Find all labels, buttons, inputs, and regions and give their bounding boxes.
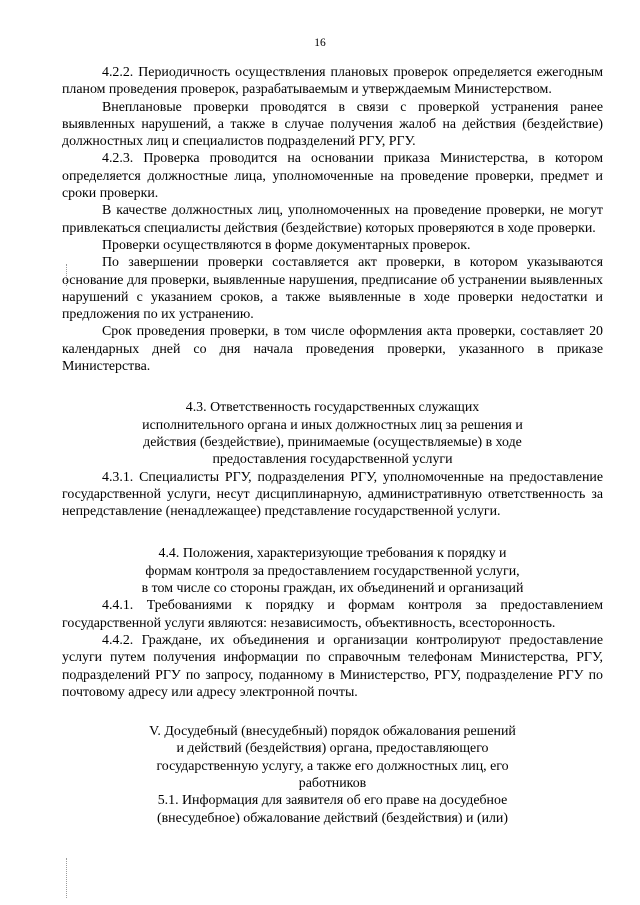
heading-line: (внесудебное) обжалование действий (бездействия) и (или) — [157, 810, 508, 826]
paragraph-4-2-3: 4.2.3. Проверка проводится на основании приказа Министерства, в котором определяется должностные лица, уполномоченные на проведение проверки, предмет и сроки проверки. — [62, 151, 603, 202]
heading-line: V. Досудебный (внесудебный) порядок обжалования решений — [149, 724, 516, 740]
paragraph-4-4-2: 4.4.2. Граждане, их объединения и организации контролируют предоставление услуги путем получения информации по справочным телефонам Министерства, РГУ, подразделений РГУ по запросу, поданному в Министерство, РГУ, подразделение РГУ по почтовому адресу или адресу электронной почты. — [62, 632, 603, 700]
section-heading-v — [62, 723, 603, 792]
paragraph-officials: В качестве должностных лиц, уполномоченных на проведение проверки, не могут привлекаться специалисты действия (бездействие) которых проверяются в ходе проверки. — [62, 203, 603, 236]
heading-line: 5.1. Информация для заявителя об его праве на досудебное — [157, 793, 508, 809]
paragraph-form-of-checks: Проверки осуществляются в форме документарных проверок. — [102, 237, 471, 253]
section-heading-4-4 — [62, 545, 603, 597]
heading-line: предоставления государственной услуги — [212, 452, 453, 468]
section-heading-4-3 — [62, 399, 603, 468]
heading-line: и действий (бездействия) органа, предоставляющего — [176, 741, 489, 757]
heading-line: действия (бездействие), принимаемые (осуществляемые) в ходе — [143, 434, 522, 450]
paragraph-act-of-check: По завершении проверки составляется акт проверки, в котором указываются основание для проверки, выявленные нарушения, предписание об устранении выявленных нарушений с указанием сроков, а также выявленные в ходе проверки недостатки и предложения по их устранению. — [62, 255, 603, 323]
heading-line: 4.3. Ответственность государственных служащих — [185, 400, 480, 416]
section-heading-5-1 — [62, 792, 603, 827]
paragraph-4-3-1: 4.3.1. Специалисты РГУ, подразделения РГУ, уполномоченные на предоставление государственной услуги, несут дисциплинарную, административную ответственность за непредставление (ненадлежащее) представление государственной услуги. — [62, 469, 603, 520]
paragraph-unscheduled-checks: Внеплановые проверки проводятся в связи с проверкой устранения ранее выявленных нарушений, а также в случае получения жалоб на действия (бездействие) должностных лиц и специалистов подразделений РГУ, РГУ. — [62, 99, 603, 150]
heading-line: исполнительного органа и иных должностных лиц за решения и — [142, 417, 523, 433]
paragraph-4-4-1: 4.4.1. Требованиями к порядку и формам контроля за предоставлением государственной услуги являются: независимость, объективность, всесторонность. — [62, 598, 603, 631]
margin-dots — [66, 858, 70, 898]
heading-line: формам контроля за предоставлением государственной услуги, — [145, 563, 520, 579]
page-number: 16 — [314, 37, 326, 49]
heading-line: 4.4. Положения, характеризующие требования к порядку и — [158, 546, 507, 562]
paragraph-4-2-2: 4.2.2. Периодичность осуществления плановых проверок определяется ежегодным планом проведения проверок, разрабатываемым и утверждаемым Министерством. — [62, 65, 603, 98]
paragraph-term-of-check: Срок проведения проверки, в том числе оформления акта проверки, составляет 20 календарных дней со дня начала проведения проверки, указанного в приказе Министерства. — [62, 324, 603, 375]
heading-line: работников — [298, 775, 367, 791]
heading-line: государственную услугу, а также его должностных лиц, его — [156, 758, 509, 774]
document-body — [62, 64, 603, 827]
heading-line: в том числе со стороны граждан, их объединений и организаций — [141, 581, 524, 597]
